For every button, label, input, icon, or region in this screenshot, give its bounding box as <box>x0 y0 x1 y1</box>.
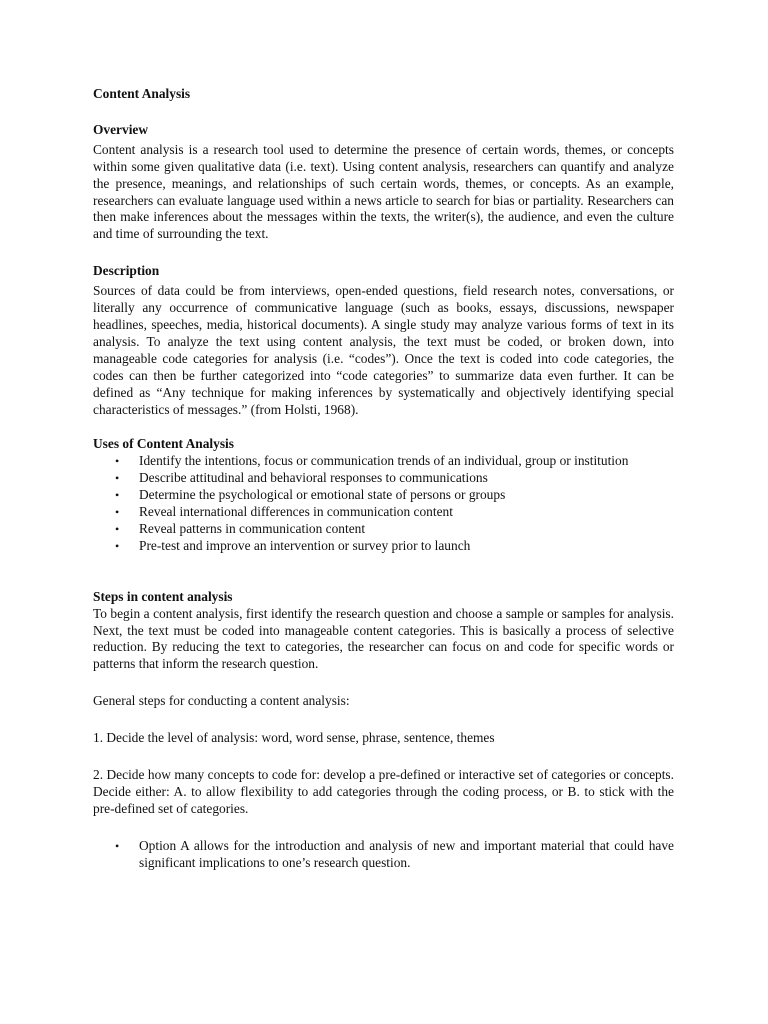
uses-list <box>93 453 674 554</box>
list-item <box>93 838 674 872</box>
step-two: 2. Decide how many concepts to code for: develop a pre-defined or interactive set of categories or concepts. Decide either: A. to allow flexibility to add categories through the coding process, or B. to stick with the pre-defined set of categories. <box>93 767 674 816</box>
description-heading: Description <box>93 263 160 279</box>
list-item <box>93 521 674 538</box>
overview-heading: Overview <box>93 121 149 137</box>
bullet-icon: • <box>115 538 120 553</box>
list-item <box>93 487 674 504</box>
list-item-text: Describe attitudinal and behavioral responses to communications <box>139 470 488 486</box>
bullet-icon: • <box>115 838 120 853</box>
overview-paragraph: Content analysis is a research tool used to determine the presence of certain words, themes, or concepts within some given qualitative data (i.e. text). Using content analysis, researchers can quantify and analyze the presence, meanings, and relationships of such certain words, themes, or concepts. As an example, researchers can evaluate language used within a news article to search for bias or partiality. Researchers can then make inferences about the messages within the texts, the writer(s), the audience, and even the culture and time of surrounding the text. <box>93 141 674 242</box>
list-item-text: Determine the psychological or emotional state of persons or groups <box>139 487 506 503</box>
bullet-icon: • <box>115 471 120 486</box>
list-item-text: Option A allows for the introduction and analysis of new and important material that could have significant implications to one’s research question. <box>139 837 674 870</box>
list-item <box>93 504 674 521</box>
bullet-icon: • <box>115 454 120 469</box>
list-item-text: Reveal international differences in communication content <box>139 504 453 520</box>
document-title: Content Analysis <box>93 86 191 101</box>
list-item <box>93 470 674 487</box>
bullet-icon: • <box>115 505 120 520</box>
step-one: 1. Decide the level of analysis: word, word sense, phrase, sentence, themes <box>93 730 495 746</box>
list-item <box>93 453 674 470</box>
option-list <box>93 838 674 872</box>
list-item-text: Pre-test and improve an intervention or survey prior to launch <box>139 537 471 553</box>
uses-heading: Uses of Content Analysis <box>93 436 234 452</box>
general-steps-line: General steps for conducting a content analysis: <box>93 693 350 709</box>
steps-intro-paragraph: To begin a content analysis, first identify the research question and choose a sample or samples for analysis. Next, the text must be coded into manageable content categories. This is basically a process of selective reduction. By reducing the text to categories, the researcher can focus on and code for specific words or patterns that inform the research question. <box>93 605 674 672</box>
description-paragraph: Sources of data could be from interviews, open-ended questions, field research notes, conversations, or literally any occurrence of communicative language (such as books, essays, discussions, newspaper headlines, speeches, media, historical documents). A single study may analyze various forms of text in its analysis. To analyze the text using content analysis, the text must be coded, or broken down, into manageable code categories for analysis (i.e. “codes”). Once the text is coded into code categories, the codes can then be further categorized into “code categories” to summarize data even further. It can be defined as “Any technique for making inferences by systematically and objectively identifying special characteristics of messages.” (from Holsti, 1968). <box>93 283 674 417</box>
list-item-text: Reveal patterns in communication content <box>139 520 366 536</box>
steps-heading: Steps in content analysis <box>93 588 233 604</box>
document-page <box>93 86 674 872</box>
list-item-text: Identify the intentions, focus or communication trends of an individual, group or institution <box>139 453 629 469</box>
bullet-icon: • <box>115 521 120 536</box>
bullet-icon: • <box>115 488 120 503</box>
list-item <box>93 538 674 555</box>
